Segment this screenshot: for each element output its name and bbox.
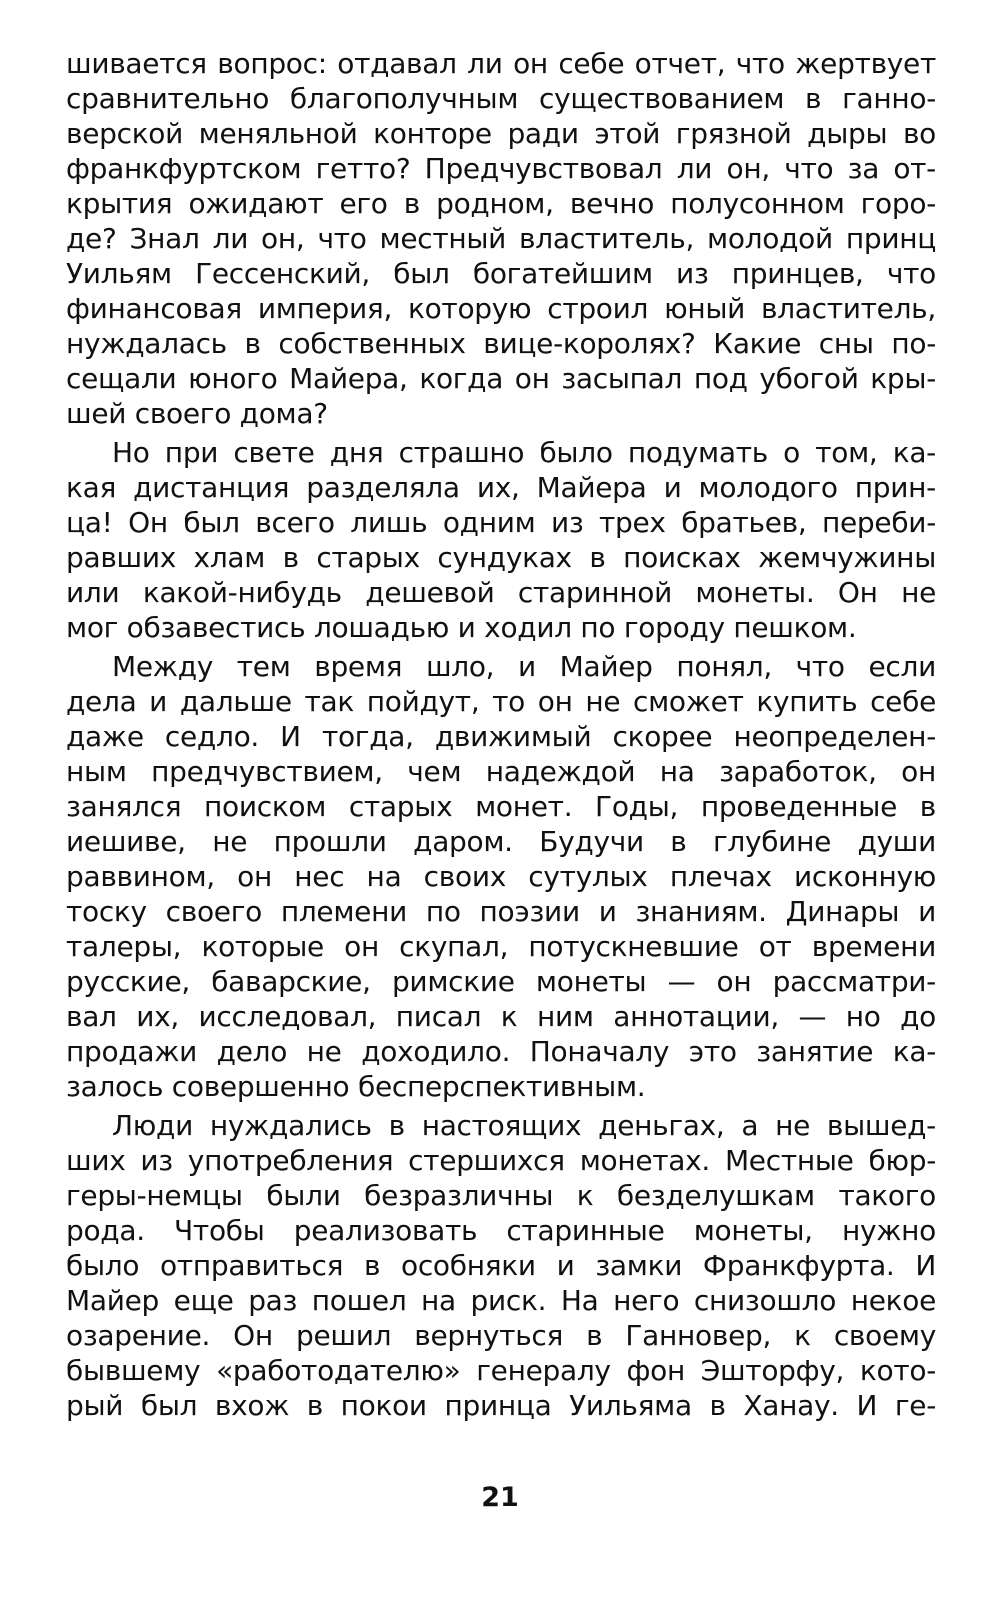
text-line: шей своего дома? <box>66 397 328 430</box>
text-line: тоску своего племени по поэзии и знаниям. Динары и <box>66 895 936 928</box>
text-line: раввином, он нес на своих сутулых плечах исконную <box>66 860 936 893</box>
text-line: озарение. Он решил вернуться в Ганновер, к своему <box>66 1319 936 1352</box>
text-line: занялся поиском старых монет. Годы, проведенные в <box>66 790 936 823</box>
text-line: сравнительно благополучным существованием в ганно- <box>66 82 936 115</box>
paragraph-4 <box>66 1108 936 1423</box>
text-line: ших из употребления стершихся монетах. Местные бюр- <box>66 1144 936 1177</box>
text-line: верской меняльной конторе ради этой грязной дыры во <box>66 117 936 150</box>
text-line: или какой-нибудь дешевой старинной монеты. Он не <box>66 576 936 609</box>
text-line: иешиве, не прошли даром. Будучи в глубине души <box>66 825 936 858</box>
text-line: вал их, исследовал, писал к ним аннотации, — но до <box>66 1000 936 1033</box>
text-line: Но при свете дня страшно было подумать о том, ка- <box>112 436 936 469</box>
text-line: Между тем время шло, и Майер понял, что если <box>112 650 936 683</box>
text-line: крытия ожидают его в родном, вечно полусонном горо- <box>66 187 936 220</box>
text-line: было отправиться в особняки и замки Франкфурта. И <box>66 1249 936 1282</box>
text-line: шивается вопрос: отдавал ли он себе отчет, что жертвует <box>66 47 936 80</box>
text-line: залось совершенно бесперспективным. <box>66 1070 646 1103</box>
text-line: русские, баварские, римские монеты — он рассматри- <box>66 965 936 998</box>
text-line: ца! Он был всего лишь одним из трех братьев, переби- <box>66 506 936 539</box>
text-line: рода. Чтобы реализовать старинные монеты, нужно <box>66 1214 936 1247</box>
text-line: Люди нуждались в настоящих деньгах, а не вышед- <box>112 1109 936 1142</box>
text-line: ным предчувствием, чем надеждой на заработок, он <box>66 755 936 788</box>
text-line: рый был вхож в покои принца Уильяма в Ханау. И ге- <box>66 1389 936 1422</box>
text-line: Уильям Гессенский, был богатейшим из принцев, что <box>66 257 936 290</box>
text-line: сещали юного Майера, когда он засыпал под убогой кры- <box>66 362 936 395</box>
paragraph-3 <box>66 649 936 1104</box>
text-line: продажи дело не доходило. Поначалу это занятие ка- <box>66 1035 936 1068</box>
text-line: равших хлам в старых сундуках в поисках жемчужины <box>66 541 936 574</box>
text-line: дела и дальше так пойдут, то он не сможет купить себе <box>66 685 936 718</box>
text-line: геры-немцы были безразличны к безделушкам такого <box>66 1179 936 1212</box>
paragraph-2 <box>66 435 936 645</box>
text-line: финансовая империя, которую строил юный властитель, <box>66 292 936 325</box>
text-line: даже седло. И тогда, движимый скорее неопределен- <box>66 720 936 753</box>
text-line: мог обзавестись лошадью и ходил по городу пешком. <box>66 611 857 644</box>
book-page <box>66 46 936 1423</box>
text-line: талеры, которые он скупал, потускневшие от времени <box>66 930 936 963</box>
paragraph-1 <box>66 46 936 431</box>
text-line: франкфуртском гетто? Предчувствовал ли он, что за от- <box>66 152 936 185</box>
text-line: нуждалась в собственных вице-королях? Какие сны по- <box>66 327 936 360</box>
text-line: де? Знал ли он, что местный властитель, молодой принц <box>66 222 936 255</box>
page-number: 21 <box>481 1482 519 1513</box>
text-line: кая дистанция разделяла их, Майера и молодого прин- <box>66 471 936 504</box>
text-line: Майер еще раз пошел на риск. На него снизошло некое <box>66 1284 936 1317</box>
text-line: бывшему «работодателю» генералу фон Эшторфу, кото- <box>66 1354 936 1387</box>
